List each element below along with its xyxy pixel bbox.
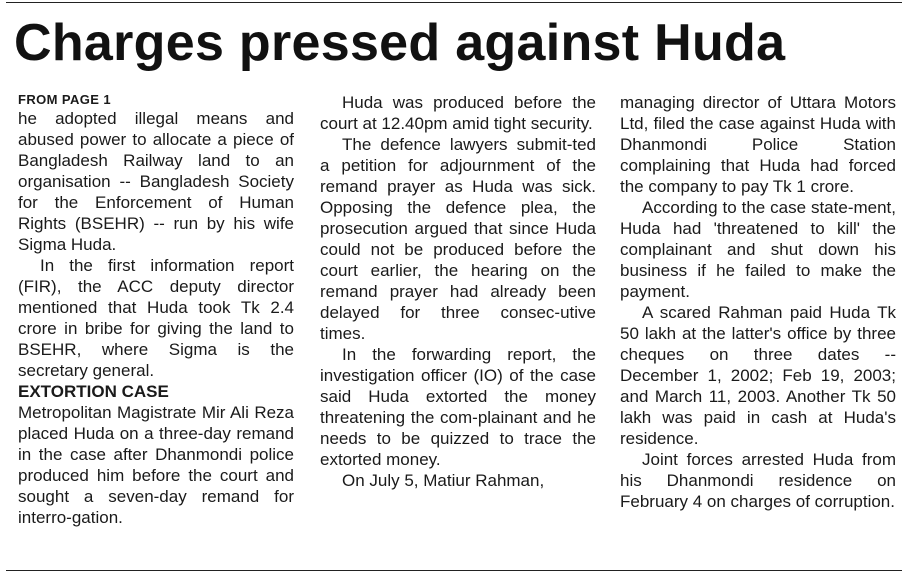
paragraph: According to the case state-ment, Huda had 'threatened to kill' the complainant and shut down his business if he failed to make the payment. <box>620 198 896 301</box>
top-rule <box>6 2 902 3</box>
paragraph: Joint forces arrested Huda from his Dhanmondi residence on February 4 on charges of corruption. <box>620 450 896 511</box>
paragraph: he adopted illegal means and abused power to allocate a piece of Bangladesh Railway land to an organisation -- Bangladesh Society for the Enforcement of Human Rights (BSEHR) -- run by his wife Sigma Huda. <box>18 109 294 254</box>
column-2 <box>320 92 596 491</box>
paragraph: The defence lawyers submit-ted a petition for adjournment of the remand prayer as Huda was sick. Opposing the defence plea, the prosecution argued that since Huda could not be produced before the court earlier, the hearing on the remand prayer had already been delayed for three consec-utive times. <box>320 135 596 343</box>
paragraph: In the forwarding report, the investigation officer (IO) of the case said Huda extorted the money threatening the com-plainant and he needs to be quizzed to trace the extorted money. <box>320 345 596 469</box>
paragraph: In the first information report (FIR), the ACC deputy director mentioned that Huda took Tk 2.4 crore in bribe for giving the land to BSEHR, where Sigma is the secretary general. <box>18 256 294 380</box>
bottom-rule <box>6 570 902 571</box>
subheading: EXTORTION CASE <box>18 382 169 401</box>
paragraph: Huda was produced before the court at 12.40pm amid tight security. <box>320 93 596 133</box>
paragraph: On July 5, Matiur Rahman, <box>342 471 545 490</box>
column-3 <box>620 92 896 512</box>
dateline: FROM PAGE 1 <box>18 92 112 107</box>
paragraph: Metropolitan Magistrate Mir Ali Reza placed Huda on a three-day remand in the case after Dhanmondi police produced him before the court and sought a seven-day remand for interro-gation. <box>18 403 294 527</box>
paragraph: A scared Rahman paid Huda Tk 50 lakh at the latter's office by three cheques on three dates -- December 1, 2002; Feb 19, 2003; and March 11, 2003. Another Tk 50 lakh was paid in cash at Huda's residence. <box>620 303 896 448</box>
headline: Charges pressed against Huda <box>14 14 786 72</box>
column-1 <box>18 92 294 528</box>
paragraph: managing director of Uttara Motors Ltd, filed the case against Huda with Dhanmondi Police Station complaining that Huda had forced the company to pay Tk 1 crore. <box>620 93 896 196</box>
